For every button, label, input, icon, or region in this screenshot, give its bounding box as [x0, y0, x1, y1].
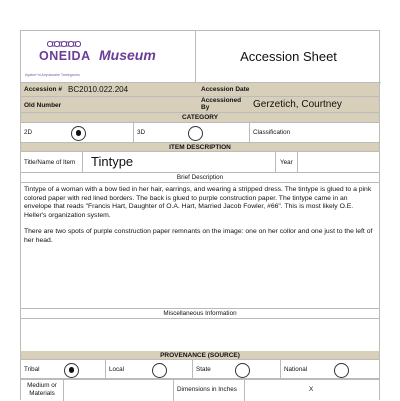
category-2d-radio[interactable] — [71, 126, 86, 141]
local-label: Local — [109, 366, 125, 373]
tribal-radio[interactable] — [64, 363, 79, 378]
divider — [275, 152, 276, 173]
local-radio[interactable] — [152, 363, 167, 378]
oneida-logo-icon — [47, 39, 81, 49]
brief-description-p1: Tintype of a woman with a bow tied in her hair, earrings, and wearing a stripped dress. The tintype is glued to a pink colored paper with red lined borders. The back is glued to purple construction paper. The tintype came in an envelope that reads "Francis Hart, Daughter of O.A. Hart, Married Jacob Fowler, #66". This is most likely O.E. Heller's organization system. — [24, 186, 372, 219]
divider — [133, 123, 134, 143]
tribal-label: Tribal — [24, 366, 40, 373]
divider — [173, 380, 174, 401]
divider — [105, 360, 106, 380]
divider — [280, 360, 281, 380]
divider — [82, 152, 83, 173]
category-row — [21, 123, 379, 143]
provenance-heading: PROVENANCE (SOURCE) — [21, 351, 379, 360]
category-3d-radio[interactable] — [188, 126, 203, 141]
title-label: Title/Name of Item — [24, 159, 76, 166]
brief-description-p2: There are two spots of purple construction paper remnants on the image: one on her collor and one just to the left of her head. — [24, 228, 373, 244]
museum-label: Museum — [99, 47, 156, 63]
old-number-row — [21, 97, 379, 113]
selected-dot-icon — [69, 367, 75, 373]
medium-materials-label: Medium or Materials — [27, 382, 57, 397]
accession-date-label: Accession Date — [201, 86, 250, 93]
national-label: National — [284, 366, 308, 373]
divider — [244, 380, 245, 401]
divider — [63, 380, 64, 401]
accessioned-by-label: Accessioned By — [201, 97, 242, 111]
category-2d-label: 2D — [24, 129, 33, 136]
accession-number-label: Accession # — [24, 86, 62, 93]
national-radio[interactable] — [334, 363, 349, 378]
misc-info-label: Miscellaneous Information — [21, 309, 379, 319]
category-3d-label: 3D — [137, 129, 146, 136]
brief-description-label: Brief Description — [21, 173, 379, 183]
materials-row — [21, 380, 379, 401]
dimensions-label: Dimensions in Inches — [177, 386, 237, 393]
year-label: Year — [280, 159, 293, 166]
logo-tagline: Ayaton^ni Anyukwahe Tamegaoho — [25, 73, 80, 77]
provenance-row — [21, 360, 379, 380]
brief-description-field[interactable] — [21, 183, 379, 309]
divider — [192, 360, 193, 380]
title-value[interactable]: Tintype — [91, 154, 134, 169]
page-title: Accession Sheet — [196, 31, 381, 83]
old-number-label: Old Number — [24, 102, 62, 109]
logo-area — [21, 31, 196, 83]
accession-sheet — [20, 30, 380, 400]
classification-label: Classification — [253, 129, 291, 136]
accession-number-value[interactable]: BC2010.022.204 — [68, 85, 129, 94]
selected-dot-icon — [76, 130, 82, 136]
divider — [249, 123, 250, 143]
title-row — [21, 152, 379, 173]
accession-row — [21, 83, 379, 97]
dimensions-x-label: X — [309, 386, 314, 393]
logo-text: ONEIDA — [39, 49, 91, 63]
state-radio[interactable] — [235, 363, 250, 378]
state-label: State — [196, 366, 211, 373]
category-heading: CATEGORY — [21, 113, 379, 123]
divider — [297, 152, 298, 173]
item-description-heading: ITEM DESCRIPTION — [21, 143, 379, 152]
accessioned-by-value[interactable]: Gerzetich, Courtney — [253, 99, 342, 110]
